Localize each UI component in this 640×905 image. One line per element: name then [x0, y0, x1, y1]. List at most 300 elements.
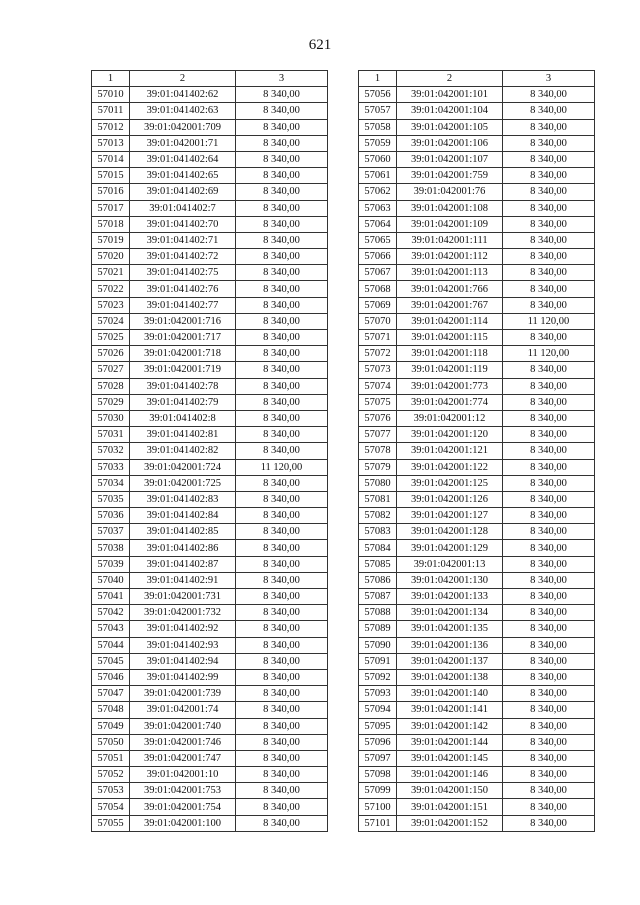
amount-cell: 8 340,00: [503, 184, 595, 200]
table-row: [92, 232, 328, 248]
row-number-cell: 57061: [359, 168, 397, 184]
table-row: [92, 653, 328, 669]
row-number-cell: 57076: [359, 410, 397, 426]
table-row: [359, 281, 595, 297]
amount-cell: 8 340,00: [236, 394, 328, 410]
amount-cell: 8 340,00: [236, 119, 328, 135]
cadastral-number-cell: 39:01:042001:717: [130, 330, 236, 346]
amount-cell: 8 340,00: [503, 524, 595, 540]
cadastral-number-cell: 39:01:042001:732: [130, 605, 236, 621]
row-number-cell: 57042: [92, 605, 130, 621]
table-row: [92, 718, 328, 734]
amount-cell: 8 340,00: [503, 637, 595, 653]
table-row: [92, 702, 328, 718]
row-number-cell: 57023: [92, 297, 130, 313]
amount-cell: 8 340,00: [236, 103, 328, 119]
amount-cell: 8 340,00: [236, 783, 328, 799]
left-table-body: [92, 87, 328, 832]
table-row: [359, 556, 595, 572]
amount-cell: 8 340,00: [236, 281, 328, 297]
cadastral-number-cell: 39:01:041402:85: [130, 524, 236, 540]
cadastral-number-cell: 39:01:041402:71: [130, 232, 236, 248]
table-row: [359, 313, 595, 329]
table-row: [359, 427, 595, 443]
cadastral-number-cell: 39:01:042001:122: [397, 459, 503, 475]
table-row: [359, 168, 595, 184]
amount-cell: 8 340,00: [236, 508, 328, 524]
table-row: [359, 265, 595, 281]
amount-cell: 8 340,00: [236, 669, 328, 685]
table-row: [92, 378, 328, 394]
amount-cell: 8 340,00: [503, 508, 595, 524]
cadastral-number-cell: 39:01:042001:115: [397, 330, 503, 346]
cadastral-number-cell: 39:01:042001:129: [397, 540, 503, 556]
column-header: 3: [503, 71, 595, 87]
cadastral-number-cell: 39:01:042001:766: [397, 281, 503, 297]
table-row: [359, 87, 595, 103]
row-number-cell: 57016: [92, 184, 130, 200]
cadastral-number-cell: 39:01:041402:81: [130, 427, 236, 443]
amount-cell: 8 340,00: [236, 750, 328, 766]
table-row: [359, 200, 595, 216]
row-number-cell: 57069: [359, 297, 397, 313]
column-header: 1: [92, 71, 130, 87]
cadastral-number-cell: 39:01:042001:101: [397, 87, 503, 103]
cadastral-number-cell: 39:01:042001:746: [130, 734, 236, 750]
cadastral-number-cell: 39:01:042001:125: [397, 475, 503, 491]
left-table: [91, 70, 328, 832]
cadastral-number-cell: 39:01:042001:773: [397, 378, 503, 394]
row-number-cell: 57044: [92, 637, 130, 653]
row-number-cell: 57027: [92, 362, 130, 378]
table-row: [92, 459, 328, 475]
cadastral-number-cell: 39:01:041402:92: [130, 621, 236, 637]
cadastral-number-cell: 39:01:042001:119: [397, 362, 503, 378]
column-header: 2: [397, 71, 503, 87]
cadastral-number-cell: 39:01:041402:69: [130, 184, 236, 200]
amount-cell: 8 340,00: [503, 249, 595, 265]
table-row: [359, 346, 595, 362]
table-row: [92, 394, 328, 410]
row-number-cell: 57062: [359, 184, 397, 200]
amount-cell: 8 340,00: [236, 572, 328, 588]
cadastral-number-cell: 39:01:042001:142: [397, 718, 503, 734]
amount-cell: 8 340,00: [236, 362, 328, 378]
row-number-cell: 57037: [92, 524, 130, 540]
cadastral-number-cell: 39:01:041402:79: [130, 394, 236, 410]
table-row: [92, 815, 328, 831]
cadastral-number-cell: 39:01:041402:63: [130, 103, 236, 119]
amount-cell: 8 340,00: [503, 378, 595, 394]
row-number-cell: 57029: [92, 394, 130, 410]
cadastral-number-cell: 39:01:041402:8: [130, 410, 236, 426]
cadastral-number-cell: 39:01:041402:91: [130, 572, 236, 588]
amount-cell: 8 340,00: [503, 750, 595, 766]
table-row: [92, 168, 328, 184]
table-row: [359, 702, 595, 718]
row-number-cell: 57058: [359, 119, 397, 135]
table-row: [92, 362, 328, 378]
row-number-cell: 57043: [92, 621, 130, 637]
amount-cell: 8 340,00: [236, 491, 328, 507]
cadastral-number-cell: 39:01:042001:140: [397, 686, 503, 702]
cadastral-number-cell: 39:01:041402:93: [130, 637, 236, 653]
cadastral-number-cell: 39:01:042001:152: [397, 815, 503, 831]
cadastral-number-cell: 39:01:042001:145: [397, 750, 503, 766]
amount-cell: 8 340,00: [503, 783, 595, 799]
table-row: [92, 410, 328, 426]
cadastral-number-cell: 39:01:042001:740: [130, 718, 236, 734]
column-header: 1: [359, 71, 397, 87]
row-number-cell: 57073: [359, 362, 397, 378]
row-number-cell: 57064: [359, 216, 397, 232]
amount-cell: 8 340,00: [503, 216, 595, 232]
table-row: [92, 87, 328, 103]
row-number-cell: 57081: [359, 491, 397, 507]
cadastral-number-cell: 39:01:042001:114: [397, 313, 503, 329]
amount-cell: 8 340,00: [236, 87, 328, 103]
row-number-cell: 57012: [92, 119, 130, 135]
row-number-cell: 57088: [359, 605, 397, 621]
amount-cell: 8 340,00: [236, 184, 328, 200]
cadastral-number-cell: 39:01:042001:12: [397, 410, 503, 426]
row-number-cell: 57034: [92, 475, 130, 491]
cadastral-number-cell: 39:01:042001:724: [130, 459, 236, 475]
row-number-cell: 57048: [92, 702, 130, 718]
cadastral-number-cell: 39:01:041402:84: [130, 508, 236, 524]
cadastral-number-cell: 39:01:042001:105: [397, 119, 503, 135]
cadastral-number-cell: 39:01:041402:83: [130, 491, 236, 507]
table-row: [359, 459, 595, 475]
cadastral-number-cell: 39:01:041402:7: [130, 200, 236, 216]
row-number-cell: 57063: [359, 200, 397, 216]
row-number-cell: 57065: [359, 232, 397, 248]
row-number-cell: 57055: [92, 815, 130, 831]
table-row: [359, 750, 595, 766]
column-header: 3: [236, 71, 328, 87]
table-row: [92, 524, 328, 540]
table-row: [359, 475, 595, 491]
table-row: [359, 394, 595, 410]
right-table: [358, 70, 595, 832]
amount-cell: 8 340,00: [236, 346, 328, 362]
cadastral-number-cell: 39:01:042001:774: [397, 394, 503, 410]
row-number-cell: 57041: [92, 589, 130, 605]
row-number-cell: 57053: [92, 783, 130, 799]
amount-cell: 8 340,00: [503, 151, 595, 167]
cadastral-number-cell: 39:01:042001:128: [397, 524, 503, 540]
table-row: [359, 815, 595, 831]
amount-cell: 8 340,00: [503, 362, 595, 378]
table-row: [359, 621, 595, 637]
header-row: [359, 71, 595, 87]
row-number-cell: 57091: [359, 653, 397, 669]
cadastral-number-cell: 39:01:042001:13: [397, 556, 503, 572]
cadastral-number-cell: 39:01:042001:113: [397, 265, 503, 281]
page-number: 621: [308, 37, 332, 53]
cadastral-number-cell: 39:01:042001:100: [130, 815, 236, 831]
cadastral-number-cell: 39:01:042001:136: [397, 637, 503, 653]
row-number-cell: 57083: [359, 524, 397, 540]
amount-cell: 8 340,00: [236, 653, 328, 669]
table-row: [359, 410, 595, 426]
cadastral-number-cell: 39:01:042001:120: [397, 427, 503, 443]
row-number-cell: 57101: [359, 815, 397, 831]
row-number-cell: 57021: [92, 265, 130, 281]
row-number-cell: 57020: [92, 249, 130, 265]
table-row: [359, 216, 595, 232]
row-number-cell: 57093: [359, 686, 397, 702]
row-number-cell: 57074: [359, 378, 397, 394]
cadastral-number-cell: 39:01:042001:133: [397, 589, 503, 605]
table-row: [92, 686, 328, 702]
row-number-cell: 57090: [359, 637, 397, 653]
amount-cell: 8 340,00: [236, 151, 328, 167]
row-number-cell: 57082: [359, 508, 397, 524]
row-number-cell: 57051: [92, 750, 130, 766]
table-row: [359, 605, 595, 621]
amount-cell: 11 120,00: [503, 313, 595, 329]
row-number-cell: 57038: [92, 540, 130, 556]
row-number-cell: 57036: [92, 508, 130, 524]
amount-cell: 8 340,00: [236, 410, 328, 426]
row-number-cell: 57077: [359, 427, 397, 443]
amount-cell: 8 340,00: [236, 200, 328, 216]
amount-cell: 8 340,00: [503, 297, 595, 313]
table-row: [359, 103, 595, 119]
table-row: [359, 491, 595, 507]
cadastral-number-cell: 39:01:042001:137: [397, 653, 503, 669]
table-row: [92, 491, 328, 507]
cadastral-number-cell: 39:01:042001:716: [130, 313, 236, 329]
table-row: [359, 767, 595, 783]
amount-cell: 8 340,00: [236, 524, 328, 540]
row-number-cell: 57028: [92, 378, 130, 394]
table-row: [359, 589, 595, 605]
table-row: [92, 297, 328, 313]
table-row: [359, 572, 595, 588]
row-number-cell: 57066: [359, 249, 397, 265]
table-row: [359, 799, 595, 815]
table-row: [92, 783, 328, 799]
row-number-cell: 57086: [359, 572, 397, 588]
table-row: [359, 669, 595, 685]
right-table-body: [359, 87, 595, 832]
table-row: [92, 200, 328, 216]
cadastral-number-cell: 39:01:042001:112: [397, 249, 503, 265]
row-number-cell: 57084: [359, 540, 397, 556]
cadastral-number-cell: 39:01:042001:134: [397, 605, 503, 621]
table-row: [359, 524, 595, 540]
row-number-cell: 57068: [359, 281, 397, 297]
cadastral-number-cell: 39:01:042001:71: [130, 135, 236, 151]
cadastral-number-cell: 39:01:042001:144: [397, 734, 503, 750]
row-number-cell: 57098: [359, 767, 397, 783]
table-row: [92, 216, 328, 232]
amount-cell: 8 340,00: [236, 475, 328, 491]
amount-cell: 8 340,00: [503, 475, 595, 491]
table-row: [92, 249, 328, 265]
table-row: [359, 330, 595, 346]
cadastral-number-cell: 39:01:042001:138: [397, 669, 503, 685]
amount-cell: 8 340,00: [236, 702, 328, 718]
table-row: [359, 249, 595, 265]
cadastral-number-cell: 39:01:042001:725: [130, 475, 236, 491]
row-number-cell: 57071: [359, 330, 397, 346]
table-row: [92, 556, 328, 572]
row-number-cell: 57072: [359, 346, 397, 362]
row-number-cell: 57056: [359, 87, 397, 103]
amount-cell: 8 340,00: [503, 734, 595, 750]
row-number-cell: 57060: [359, 151, 397, 167]
cadastral-number-cell: 39:01:042001:739: [130, 686, 236, 702]
cadastral-number-cell: 39:01:042001:719: [130, 362, 236, 378]
table-row: [359, 508, 595, 524]
row-number-cell: 57050: [92, 734, 130, 750]
amount-cell: 8 340,00: [503, 103, 595, 119]
cadastral-number-cell: 39:01:042001:753: [130, 783, 236, 799]
row-number-cell: 57045: [92, 653, 130, 669]
row-number-cell: 57100: [359, 799, 397, 815]
cadastral-number-cell: 39:01:042001:146: [397, 767, 503, 783]
table-row: [359, 362, 595, 378]
amount-cell: 11 120,00: [236, 459, 328, 475]
amount-cell: 8 340,00: [503, 459, 595, 475]
cadastral-number-cell: 39:01:042001:111: [397, 232, 503, 248]
table-row: [92, 281, 328, 297]
cadastral-number-cell: 39:01:042001:718: [130, 346, 236, 362]
row-number-cell: 57032: [92, 443, 130, 459]
cadastral-number-cell: 39:01:042001:10: [130, 767, 236, 783]
table-row: [92, 605, 328, 621]
amount-cell: 8 340,00: [236, 540, 328, 556]
amount-cell: 8 340,00: [503, 135, 595, 151]
table-row: [359, 119, 595, 135]
cadastral-number-cell: 39:01:042001:104: [397, 103, 503, 119]
amount-cell: 8 340,00: [236, 135, 328, 151]
amount-cell: 8 340,00: [503, 232, 595, 248]
table-row: [92, 427, 328, 443]
amount-cell: 8 340,00: [236, 718, 328, 734]
row-number-cell: 57024: [92, 313, 130, 329]
table-row: [92, 589, 328, 605]
table-row: [92, 346, 328, 362]
row-number-cell: 57018: [92, 216, 130, 232]
amount-cell: 8 340,00: [236, 232, 328, 248]
amount-cell: 8 340,00: [503, 443, 595, 459]
row-number-cell: 57030: [92, 410, 130, 426]
amount-cell: 8 340,00: [503, 767, 595, 783]
amount-cell: 8 340,00: [236, 799, 328, 815]
row-number-cell: 57059: [359, 135, 397, 151]
table-row: [92, 119, 328, 135]
amount-cell: 8 340,00: [503, 669, 595, 685]
cadastral-number-cell: 39:01:041402:86: [130, 540, 236, 556]
cadastral-number-cell: 39:01:041402:72: [130, 249, 236, 265]
table-row: [92, 767, 328, 783]
amount-cell: 8 340,00: [503, 410, 595, 426]
cadastral-number-cell: 39:01:042001:709: [130, 119, 236, 135]
cadastral-number-cell: 39:01:042001:118: [397, 346, 503, 362]
amount-cell: 8 340,00: [236, 556, 328, 572]
table-row: [92, 103, 328, 119]
amount-cell: 8 340,00: [503, 799, 595, 815]
table-row: [92, 572, 328, 588]
amount-cell: 8 340,00: [503, 605, 595, 621]
row-number-cell: 57010: [92, 87, 130, 103]
table-row: [92, 540, 328, 556]
amount-cell: 8 340,00: [236, 637, 328, 653]
amount-cell: 8 340,00: [236, 767, 328, 783]
amount-cell: 8 340,00: [236, 330, 328, 346]
amount-cell: 8 340,00: [236, 815, 328, 831]
row-number-cell: 57079: [359, 459, 397, 475]
table-row: [92, 508, 328, 524]
table-row: [359, 135, 595, 151]
row-number-cell: 57099: [359, 783, 397, 799]
row-number-cell: 57040: [92, 572, 130, 588]
table-row: [359, 443, 595, 459]
row-number-cell: 57019: [92, 232, 130, 248]
cadastral-number-cell: 39:01:041402:99: [130, 669, 236, 685]
amount-cell: 8 340,00: [236, 605, 328, 621]
cadastral-number-cell: 39:01:041402:87: [130, 556, 236, 572]
table-row: [359, 783, 595, 799]
row-number-cell: 57070: [359, 313, 397, 329]
row-number-cell: 57095: [359, 718, 397, 734]
amount-cell: 8 340,00: [503, 653, 595, 669]
row-number-cell: 57014: [92, 151, 130, 167]
cadastral-number-cell: 39:01:042001:151: [397, 799, 503, 815]
amount-cell: 8 340,00: [503, 686, 595, 702]
cadastral-number-cell: 39:01:041402:94: [130, 653, 236, 669]
amount-cell: 8 340,00: [236, 621, 328, 637]
amount-cell: 8 340,00: [236, 297, 328, 313]
cadastral-number-cell: 39:01:041402:76: [130, 281, 236, 297]
table-row: [359, 734, 595, 750]
table-row: [359, 151, 595, 167]
amount-cell: 8 340,00: [503, 394, 595, 410]
amount-cell: 8 340,00: [503, 427, 595, 443]
amount-cell: 8 340,00: [236, 686, 328, 702]
cadastral-number-cell: 39:01:042001:106: [397, 135, 503, 151]
cadastral-number-cell: 39:01:042001:109: [397, 216, 503, 232]
table-row: [359, 718, 595, 734]
table-row: [92, 621, 328, 637]
cadastral-number-cell: 39:01:041402:75: [130, 265, 236, 281]
amount-cell: 8 340,00: [503, 702, 595, 718]
column-header: 2: [130, 71, 236, 87]
amount-cell: 8 340,00: [503, 87, 595, 103]
cadastral-number-cell: 39:01:042001:108: [397, 200, 503, 216]
row-number-cell: 57015: [92, 168, 130, 184]
amount-cell: 8 340,00: [503, 491, 595, 507]
amount-cell: 8 340,00: [503, 168, 595, 184]
cadastral-number-cell: 39:01:042001:135: [397, 621, 503, 637]
cadastral-number-cell: 39:01:041402:78: [130, 378, 236, 394]
table-row: [92, 265, 328, 281]
table-row: [92, 184, 328, 200]
amount-cell: 8 340,00: [503, 330, 595, 346]
amount-cell: 8 340,00: [503, 556, 595, 572]
row-number-cell: 57022: [92, 281, 130, 297]
row-number-cell: 57080: [359, 475, 397, 491]
table-row: [92, 151, 328, 167]
row-number-cell: 57026: [92, 346, 130, 362]
cadastral-number-cell: 39:01:042001:127: [397, 508, 503, 524]
row-number-cell: 57092: [359, 669, 397, 685]
cadastral-number-cell: 39:01:042001:747: [130, 750, 236, 766]
